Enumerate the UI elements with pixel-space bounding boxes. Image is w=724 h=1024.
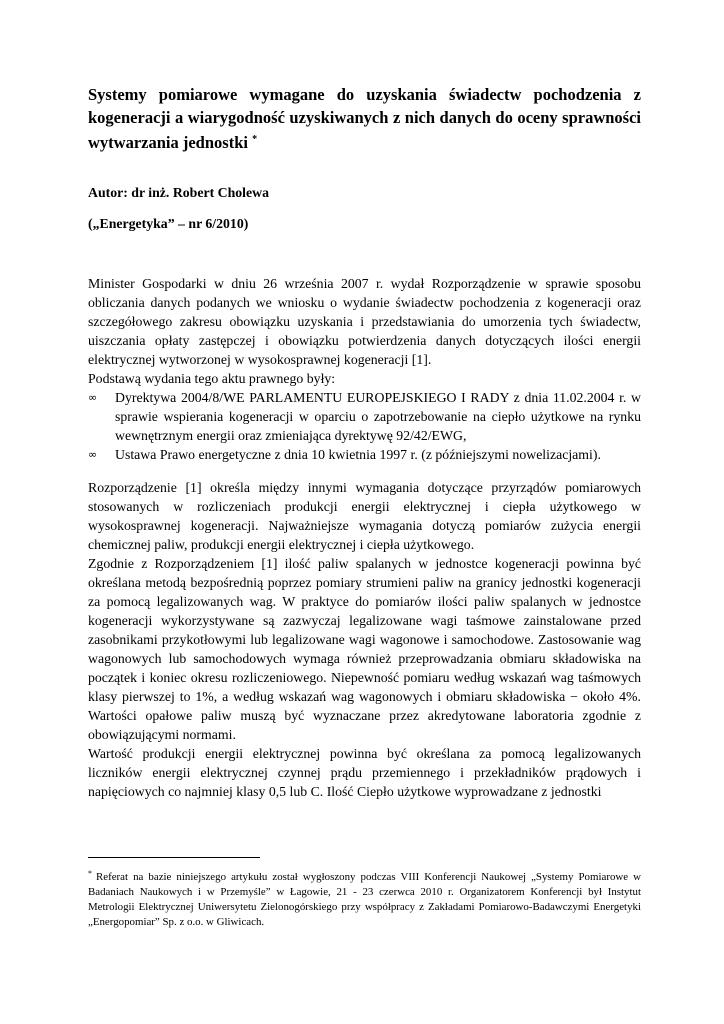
fuel-measurement-paragraph: Zgodnie z Rozporządzeniem [1] ilość paliw spalanych w jednostce kogeneracji powinna być określana metodą bezpośrednią poprzez pomiary strumieni paliw na granicy jednostki kogeneracji za pomocą legalizowanych wag. W praktyce do pomiarów ilości paliw spalanych w jednostce kogeneracji wykorzystywane są zazwyczaj legalizowane wagi taśmowe zainstalowane przed zasobnikami przykotłowymi lub legalizowane wagi wagonowe i samochodowe. Zastosowanie wag wagonowych lub samochodowych wymaga również przeprowadzania obmiaru składowiska na początek i koniec okresu rozliczeniowego. Niepewność pomiaru według wskazań wag taśmowych klasy pierwszej to 1%, a według wskazań wag wagonowych i obmiaru składowiska − około 4%. Wartości opałowe paliw muszą być wyznaczane przez akredytowane laboratoria zgodnie z obowiązującymi normami. <box>88 555 641 742</box>
list-item <box>88 445 641 464</box>
regulation-paragraph: Rozporządzenie [1] określa między innymi wymagania dotyczące przyrządów pomiarowych stosowanych w rozliczeniach produkcji energii elektrycznej i ciepła użytkowego w wysokosprawnej kogeneracji. Najważniejsze wymagania dotyczą pomiarów zużycia energii chemicznej paliw, produkcji energii elektrycznej i ciepła użytkowego. <box>88 479 641 552</box>
electricity-measurement-paragraph: Wartość produkcji energii elektrycznej powinna być określana za pomocą legalizowanych liczników energii elektrycznej czynnej prądu przemiennego i przekładników prądowych i napięciowych co najmniej klasy 0,5 lub C. Ilość Ciepło użytkowe wyprowadzane z jednostki <box>88 745 641 799</box>
list-item-text: Ustawa Prawo energetyczne z dnia 10 kwietnia 1997 r. (z późniejszymi nowelizacjami). <box>115 446 601 462</box>
legal-basis-list <box>88 388 641 464</box>
list-item <box>88 388 641 445</box>
document-page <box>88 84 641 801</box>
footnote-mark: * <box>88 869 92 878</box>
infinity-bullet-icon: ∞ <box>88 447 98 461</box>
intro-paragraph: Minister Gospodarki w dniu 26 września 2007 r. wydał Rozporządzenie w sprawie sposobu obliczania danych podanych we wniosku o wydanie świadectw pochodzenia z kogeneracji oraz szczegółowego zakresu obowiązku uzyskania i przedstawiania do umorzenia tych świadectw, uiszczania opłaty zastępczej i obowiązku potwierdzenia danych dotyczących ilości energii elektrycznej wytworzonej w wysokosprawnej kogeneracji [1]. <box>88 275 641 367</box>
list-item-text: Dyrektywa 2004/8/WE PARLAMENTU EUROPEJSKIEGO I RADY z dnia 11.02.2004 r. w sprawie wspierania kogeneracji w oparciu o zapotrzebowanie na ciepło użytkowe na rynku wewnętrznym energii oraz zmieniająca dyrektywę 92/42/EWG, <box>115 389 641 443</box>
footnote-separator <box>88 857 260 858</box>
source-line: („Energetyka” – nr 6/2010) <box>88 215 249 231</box>
article-title <box>88 84 641 155</box>
footnote-text: Referat na bazie niniejszego artykułu został wygłoszony podczas VIII Konferencji Naukowej „Systemy Pomiarowe w Badaniach Naukowych i w Przemyśle” w Łagowie, 21 - 23 czerwca 2010 r. Organizatorem Konferencji był Instytut Metrologii Elektrycznej Uniwersytetu Zielonogórskiego przy współpracy z Zakładami Pomiarowo-Badawczymi Energetyki „Energopomiar” Sp. z o.o. w Gliwicach. <box>88 871 641 928</box>
author-line: Autor: dr inż. Robert Cholewa <box>88 184 270 200</box>
infinity-bullet-icon: ∞ <box>88 390 98 404</box>
basis-heading: Podstawą wydania tego aktu prawnego były: <box>88 370 336 386</box>
title-footnote-mark: * <box>252 134 258 145</box>
article-title-text: Systemy pomiarowe wymagane do uzyskania świadectw pochodzenia z kogeneracji a wiarygodność uzyskiwanych z nich danych do oceny sprawności wytwarzania jednostki <box>88 85 641 152</box>
footnote <box>88 866 641 930</box>
